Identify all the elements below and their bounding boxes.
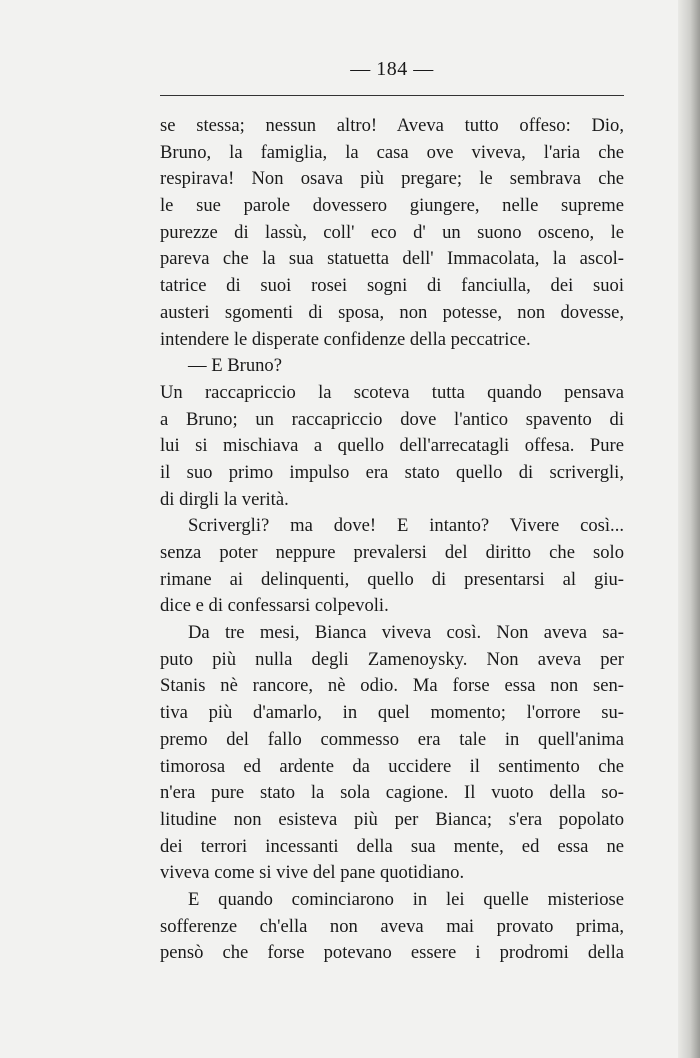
text-line: austeri sgomenti di sposa, non potesse, non dovesse,: [160, 301, 624, 323]
text-line: tatrice di suoi rosei sogni di fanciulla, dei suoi: [160, 275, 624, 297]
text-line: Da tre mesi, Bianca viveva così. Non aveva sa-: [188, 622, 624, 644]
body-text: [160, 113, 624, 967]
text-line: sofferenze ch'ella non aveva mai provato prima,: [160, 915, 624, 937]
text-line: Scrivergli? ma dove! E intanto? Vivere così...: [188, 515, 624, 537]
text-line: dei terrori incessanti della sua mente, ed essa ne: [160, 835, 624, 857]
text-line: pareva che la sua statuetta dell' Immacolata, la ascol-: [160, 248, 624, 270]
text-line: se stessa; nessun altro! Aveva tutto offeso: Dio,: [160, 115, 624, 136]
text-line: respirava! Non osava più pregare; le sembrava che: [160, 168, 624, 190]
text-line: viveva come si vive del pane quotidiano.: [160, 862, 465, 884]
text-line: senza poter neppure prevalersi del diritto che solo: [160, 542, 624, 563]
text-line: Un raccapriccio la scoteva tutta quando pensava: [160, 381, 624, 403]
text-line: litudine non esisteva più per Bianca; s'era popolato: [160, 808, 624, 830]
text-line: puto più nulla degli Zamenoysky. Non aveva per: [160, 648, 624, 670]
text-line: pensò che forse potevano essere i prodromi della: [160, 942, 624, 964]
text-line: n'era pure stato la sola cagione. Il vuoto della so-: [160, 782, 624, 804]
text-line: a Bruno; un raccapriccio dove l'antico spavento di: [160, 408, 624, 430]
page-number: — 184 —: [350, 58, 434, 80]
text-line: le sue parole dovessero giungere, nelle supreme: [160, 195, 624, 217]
text-line: Bruno, la famiglia, la casa ove viveva, l'aria che: [160, 141, 624, 163]
text-line: di dirgli la verità.: [160, 488, 289, 510]
text-line: purezze di lassù, coll' eco d' un suono osceno, le: [160, 221, 624, 243]
text-line: — E Bruno?: [188, 355, 282, 377]
text-line: premo del fallo commesso era tale in quell'anima: [160, 728, 624, 750]
text-line: rimane ai delinquenti, quello di presentarsi al giu-: [160, 568, 624, 590]
text-line: dice e di confessarsi colpevoli.: [160, 595, 389, 617]
text-line: timorosa ed ardente da uccidere il sentimento che: [160, 755, 624, 777]
text-line: il suo primo impulso era stato quello di scrivergli,: [160, 461, 624, 483]
text-line: intendere le disperate confidenze della peccatrice.: [160, 328, 531, 350]
text-line: Stanis nè rancore, nè odio. Ma forse essa non sen-: [160, 675, 624, 697]
text-line: E quando cominciarono in lei quelle misteriose: [188, 888, 624, 910]
text-line: lui si mischiava a quello dell'arrecatagli offesa. Pure: [160, 435, 624, 457]
page-edge-shadow: [678, 0, 700, 1058]
page-header: [160, 58, 624, 81]
text-line: tiva più d'amarlo, in quel momento; l'orrore su-: [160, 702, 624, 724]
header-rule: [160, 95, 624, 96]
